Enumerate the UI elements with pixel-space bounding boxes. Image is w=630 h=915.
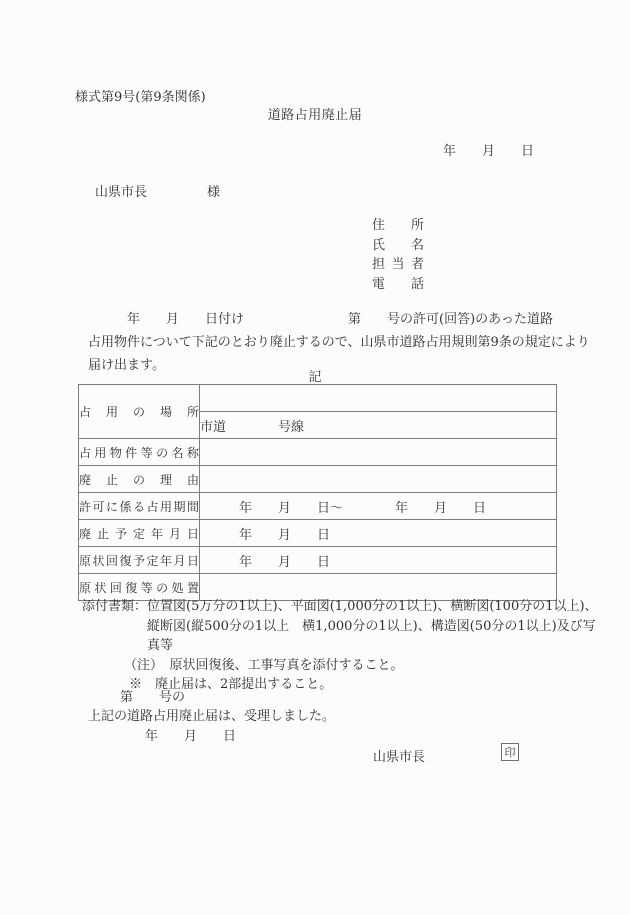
row-value-planned-abolition-date: 年 月 日 — [200, 520, 557, 547]
receipt-block — [83, 688, 335, 746]
row-value-occupancy-location-top — [200, 385, 557, 412]
applicant-field-contact-person: 担当者 — [372, 257, 424, 272]
body-line: 届け出ます。 — [88, 358, 165, 373]
applicant-block — [372, 216, 424, 294]
seal-mark: 印 — [504, 746, 516, 759]
row-label-planned-abolition-date: 廃止予定年月日 — [79, 520, 200, 547]
ki-heading: 記 — [308, 370, 322, 385]
addressee-honorific: 様 — [207, 185, 221, 200]
addressee-line — [95, 181, 220, 200]
row-value-abolition-reason — [200, 466, 557, 493]
row-label-occupancy-location: 占用の場所 — [79, 385, 200, 439]
attachment-line: 真等 — [147, 638, 174, 653]
body-line: 年 月 日付け 第 号の許可(回答)のあった道路 — [88, 312, 554, 327]
attachment-line: 縦断図(縦500分の1以上 横1,000分の1以上)、構造図(50分の1以上)及び写 — [147, 618, 596, 634]
table-row — [79, 547, 557, 574]
row-value-restoration-date: 年 月 日 — [200, 547, 557, 574]
row-value-occupancy-location-road: 市道 号線 — [200, 412, 557, 439]
document-title: 道路占用廃止届 — [267, 108, 363, 123]
table-row — [79, 493, 557, 520]
row-label-permitted-period: 許可に係る占用期間 — [79, 493, 200, 520]
table-row — [79, 520, 557, 547]
attachments-list — [147, 597, 598, 656]
table-row — [79, 466, 557, 493]
addressee-name: 山県市長 — [95, 185, 148, 200]
applicant-field-name: 氏名 — [372, 237, 424, 253]
remark-line: ※ 廃止届は、2部提出すること。 — [129, 677, 333, 692]
table-row — [79, 439, 557, 466]
attachments-label: 添付書類： — [82, 599, 148, 614]
row-value-permitted-period: 年 月 日～ 年 月 日 — [200, 493, 557, 520]
attachments-block — [82, 597, 598, 695]
applicant-field-address: 住所 — [372, 218, 424, 233]
row-value-object-name — [200, 439, 557, 466]
mayor-signature-line — [373, 746, 425, 765]
submission-date-line: 年 月 日 — [443, 144, 535, 159]
occupancy-details-table — [78, 384, 557, 601]
form-number: 様式第9号(第9条関係) — [75, 90, 206, 105]
note-line: （注） 原状回復後、工事写真を添付すること。 — [124, 657, 404, 673]
seal-box — [501, 743, 519, 761]
receipt-date-line: 年 月 日 — [145, 728, 237, 744]
receipt-statement: 上記の道路占用廃止届は、受理しました。 — [88, 709, 336, 725]
row-label-restoration-measures: 原状回復等の処置 — [79, 574, 200, 601]
table-row — [79, 385, 557, 412]
attachment-line: 位置図(5万分の1以上)、平面図(1,000分の1以上)、横断図(100分の1以上)、 — [147, 599, 598, 614]
row-label-object-name: 占用物件等の名称 — [79, 439, 200, 466]
row-label-abolition-reason: 廃止の理由 — [79, 466, 200, 493]
applicant-field-phone: 電話 — [372, 276, 424, 292]
row-label-restoration-date: 原状回復予定年月日 — [79, 547, 200, 574]
mayor-name: 山県市長 — [373, 750, 426, 765]
receipt-number-line: 第 号の — [120, 690, 186, 705]
body-line: 占用物件について下記のとおり廃止するので、山県市道路占用規則第9条の規定により — [88, 335, 590, 350]
